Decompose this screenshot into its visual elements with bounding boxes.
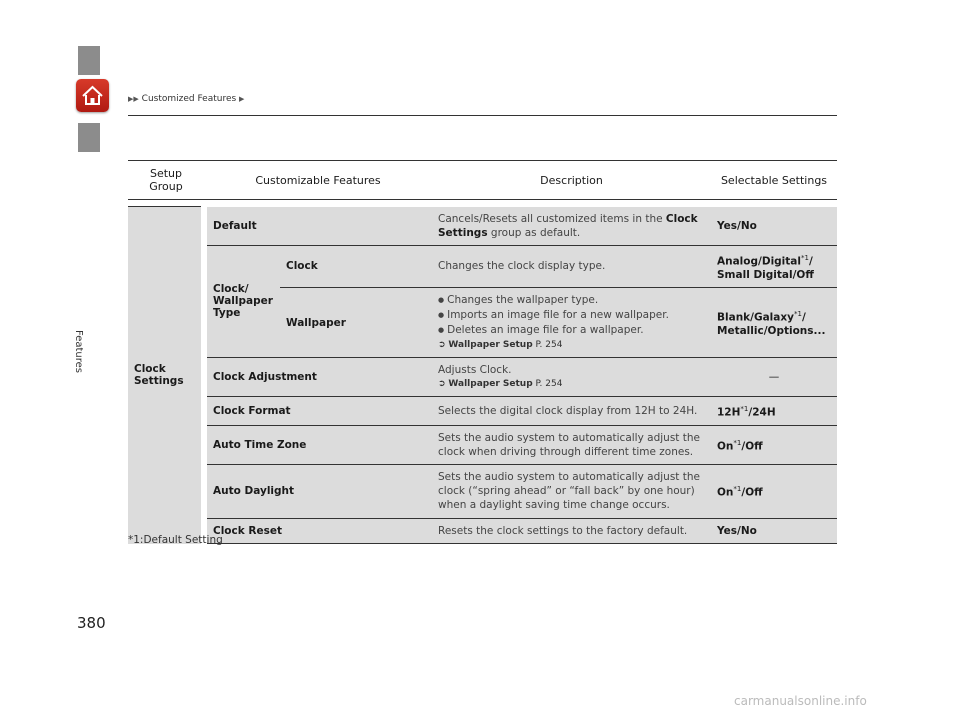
settings-cell: On$^{*1}$/Off [711,425,837,464]
breadcrumb-arrow-icon: ▶▶ [128,95,139,103]
description-cell: Selects the digital clock display from 12H to 24H. [432,397,711,426]
table-row [128,425,837,464]
table-header-row [128,161,837,200]
header-selectable-settings: Selectable Settings [711,161,837,200]
group-cell: Clock Settings [128,207,204,544]
page-reference[interactable]: ➲ Wallpaper Setup P. 254 [438,379,563,389]
home-button[interactable] [76,79,109,112]
header-rule [128,115,837,116]
settings-cell: $12H^{*1}/24H$ [711,397,837,426]
feature-clock: Clock [280,245,432,288]
description-cell [432,288,711,358]
feature-clock-adjustment: Clock Adjustment [204,358,432,397]
description-cell: Adjusts Clock. ➲ Wallpaper Setup P. 254 [432,358,711,397]
settings-cell: Blank/Galaxy$^{*1}$/ Metallic/Options... [711,288,837,358]
side-tab-active[interactable] [78,123,100,152]
description-cell: Sets the audio system to automatically adjust the clock when driving through different time zones. [432,425,711,464]
feature-auto-time-zone: Auto Time Zone [204,425,432,464]
feature-wallpaper: Wallpaper [280,288,432,358]
breadcrumb [128,94,244,104]
list-item: ● Changes the wallpaper type. [438,293,705,308]
header-setup-group: Setup Group [128,161,204,200]
list-item: ● Imports an image file for a new wallpaper. [438,308,705,323]
list-item: ● Deletes an image file for a wallpaper. [438,323,705,338]
table-row [128,358,837,397]
settings-cell: Yes/No [711,207,837,246]
feature-clock-format: Clock Format [204,397,432,426]
reference-arrow-icon: ➲ [438,340,446,350]
settings-cell: On$^{*1}$/Off [711,464,837,518]
table-row [128,464,837,518]
page-number: 380 [77,614,106,632]
home-icon [81,84,104,107]
settings-cell: — [711,358,837,397]
settings-cell: Analog/Digital$^{*1}$/ Small Digital/Off [711,245,837,288]
description-cell: Sets the audio system to automatically adjust the clock (“spring ahead” or “fall back” by one hour) when a daylight saving time change occurs. [432,464,711,518]
watermark: carmanualsonline.info [734,694,867,708]
feature-clock-wallpaper-type: Clock/ Wallpaper Type [204,245,280,358]
footnote: *1:Default Setting [128,534,223,546]
section-label: Features [73,330,84,373]
settings-table [128,160,837,544]
page-reference[interactable]: ➲ Wallpaper Setup P. 254 [438,340,563,350]
header-customizable-features: Customizable Features [204,161,432,200]
header-description: Description [432,161,711,200]
side-tab-upper [78,46,100,75]
feature-auto-daylight: Auto Daylight [204,464,432,518]
table-row [128,207,837,246]
settings-cell: Yes/No [711,518,837,543]
feature-default: Default [204,207,432,246]
description-cell: Cancels/Resets all customized items in the Clock Settings group as default. [432,207,711,246]
description-cell: Changes the clock display type. [432,245,711,288]
reference-arrow-icon: ➲ [438,379,446,389]
table-row [128,245,837,288]
description-cell: Resets the clock settings to the factory default. [432,518,711,543]
table-row [128,518,837,543]
table-row [128,397,837,426]
breadcrumb-arrow-icon: ▶ [239,95,245,103]
breadcrumb-link[interactable]: Customized Features [141,94,237,104]
feature-clock-reset: Clock Reset [204,518,432,543]
